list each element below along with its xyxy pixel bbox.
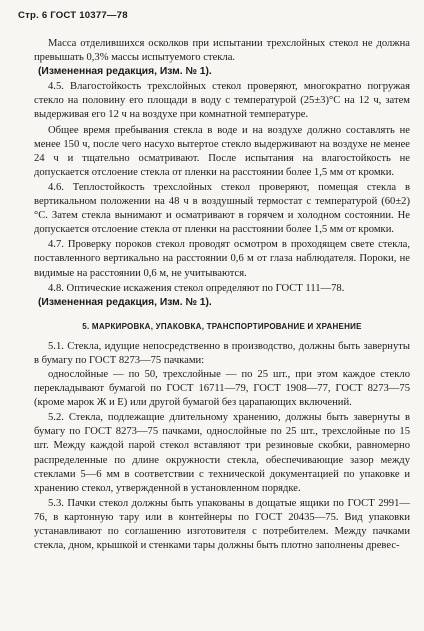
paragraph-4-5: 4.5. Влагостойкость трехслойных стекол проверяют, многократно погружая стекло на половину его площади в воду с температурой (25±3)°С на 12 ч, затем выдерживая его 12 ч на воздухе при комнатной температуре.	[34, 81, 410, 121]
amendment-note: (Измененная редакция, Изм. № 1).	[38, 296, 212, 308]
paragraph-5-3: 5.3. Пачки стекол должны быть упакованы в дощатые ящики по ГОСТ 2991—76, в картонную тару или в контейнеры по ГОСТ 20435—75. Вид упаковки устанавливают по соглашению изготовителя с потребителем. Между пачками стекла, дном, крышкой и стенками тары должны быть плотно заполнены древес-	[34, 497, 410, 552]
paragraph-4-7: 4.7. Проверку пороков стекол проводят осмотром в проходящем свете стекла, поставленного вертикально на расстоянии 0,6 м от глаза наблюдателя. Пороки, не видимые на расстоянии 0,6 м, не учитываются.	[34, 239, 410, 279]
amendment-note: (Измененная редакция, Изм. № 1).	[38, 66, 212, 78]
paragraph-4-5-continued: Общее время пребывания стекла в воде и на воздухе должно составлять не менее 150 ч, после чего насухо вытертое стекло выдерживают на воздухе не менее 24 ч и тщательно осматривают. После испытания на влагостойкость не допускается отслоение стекла от пленки на расстоянии более 1,5 мм от кромки.	[34, 124, 410, 178]
paragraph-4-6: 4.6. Теплостойкость трехслойных стекол проверяют, помещая стекла в вертикальном положении на 48 ч в воздушный термостат с температурой (60±2)°С. Затем стекла вынимают и осматривают в горячем и холодном состоянии. Не допускается отслоение стекла от пленки на расстоянии более 1,5 мм от кромки.	[34, 181, 410, 236]
paragraph-4-4-mass: Масса отделившихся осколков при испытании трехслойных стекол не должна превышать 0,3% массы испытуемого стекла.	[34, 38, 410, 64]
section-5-title: 5. МАРКИРОВКА, УПАКОВКА, ТРАНСПОРТИРОВАНИЕ И ХРАНЕНИЕ	[82, 321, 362, 331]
page-header: Стр. 6 ГОСТ 10377—78	[18, 10, 128, 21]
paragraph-5-1: 5.1. Стекла, идущие непосредственно в производство, должны быть завернуты в бумагу по ГОСТ 8273—75 пачками:	[34, 340, 410, 366]
page-content	[34, 37, 410, 553]
paragraph-5-1-list: однослойные — по 50, трехслойные — по 25 шт., при этом каждое стекло перекладывают бумагой по ГОСТ 16711—79, ГОСТ 1908—77, ГОСТ 8273—75 (кроме марок Ж и Е) или другой бумагой без царапающих включений.	[34, 368, 410, 409]
paragraph-4-8: 4.8. Оптические искажения стекол определяют по ГОСТ 111—78.	[48, 282, 345, 294]
paragraph-5-2: 5.2. Стекла, подлежащие длительному хранению, должны быть завернуты в бумагу по ГОСТ 8273—75 пачками, однослойные по 25 шт., трехслойные по 15 шт. Между каждой парой стекол вставляют три резиновые скобки, равномерно распределенные по длине окружности стекла, обеспечивающие зазор между стеклами 5—6 мм в соответствии с технической документацией по упаковке и хранению стекол, утвержденной в установленном порядке.	[34, 412, 410, 494]
